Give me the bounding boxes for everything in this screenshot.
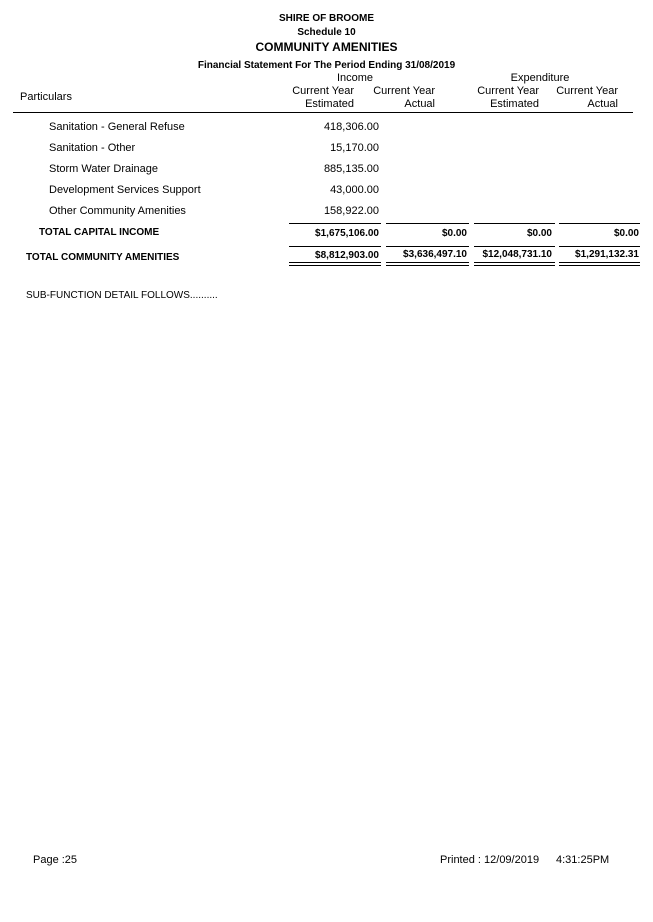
col-exp-est-line1: Current Year [477,85,539,97]
total-amenities-rule-b1-inc-est [289,262,381,263]
row-label-0: Sanitation - General Refuse [49,121,185,133]
total-capital-rule-exp-act [559,223,640,224]
col-inc-est-line1: Current Year [292,85,354,97]
row-inc-est-1: 15,170.00 [330,142,379,154]
total-amenities-exp-est: $12,048,731.10 [482,249,552,260]
row-label-3: Development Services Support [49,184,201,196]
total-capital-inc-est: $1,675,106.00 [315,228,379,239]
total-amenities-inc-est: $8,812,903.00 [315,250,379,261]
row-inc-est-3: 43,000.00 [330,184,379,196]
col-exp-est-line2: Estimated [490,98,539,110]
row-label-2: Storm Water Drainage [49,163,159,175]
total-amenities-rule-b2-exp-est [474,265,555,266]
col-group-income: Income [336,72,374,84]
total-amenities-rule-b2-inc-est [289,265,381,266]
col-exp-act-line2: Actual [587,98,618,110]
total-amenities-rule-top-exp-est [474,246,555,247]
total-amenities-inc-act: $3,636,497.10 [403,249,467,260]
total-amenities-rule-b1-inc-act [386,262,469,263]
total-amenities-rule-b1-exp-act [559,262,640,263]
period-title: Financial Statement For The Period Ending 31/08/2019 [197,60,456,71]
row-inc-est-2: 885,135.00 [323,163,379,175]
total-capital-inc-act: $0.00 [441,228,467,239]
header-rule [13,112,633,113]
row-inc-est-4: 158,922.00 [323,205,379,217]
row-label-1: Sanitation - Other [49,142,136,154]
total-amenities-rule-top-exp-act [559,246,640,247]
section-title: COMMUNITY AMENITIES [255,40,398,54]
total-capital-rule-inc-est [289,223,381,224]
total-amenities-rule-b2-inc-act [386,265,469,266]
page-number: Page :25 [33,854,78,866]
total-amenities-exp-act: $1,291,132.31 [575,249,639,260]
total-amenities-rule-b2-exp-act [559,265,640,266]
col-inc-act-line2: Actual [404,98,435,110]
total-capital-exp-act: $0.00 [613,228,639,239]
org-name: SHIRE OF BROOME [278,13,374,24]
row-inc-est-0: 418,306.00 [323,121,379,133]
sub-function-note: SUB-FUNCTION DETAIL FOLLOWS.......... [26,290,218,301]
col-exp-act-line1: Current Year [556,85,618,97]
schedule-label: Schedule 10 [297,27,356,38]
total-capital-rule-inc-act [386,223,469,224]
total-amenities-rule-top-inc-act [386,246,469,247]
printed-date: Printed : 12/09/2019 [440,854,540,866]
total-amenities-rule-top-inc-est [289,246,381,247]
total-capital-rule-exp-est [474,223,555,224]
col-inc-act-line1: Current Year [373,85,435,97]
total-amenities-label: TOTAL COMMUNITY AMENITIES [26,252,180,263]
total-amenities-rule-b1-exp-est [474,262,555,263]
col-particulars: Particulars [20,91,72,103]
total-capital-exp-est: $0.00 [526,228,552,239]
total-capital-label: TOTAL CAPITAL INCOME [39,227,160,238]
printed-time: 4:31:25PM [556,854,610,866]
col-inc-est-line2: Estimated [305,98,354,110]
col-group-expenditure: Expenditure [510,72,570,84]
row-label-4: Other Community Amenities [49,205,186,217]
